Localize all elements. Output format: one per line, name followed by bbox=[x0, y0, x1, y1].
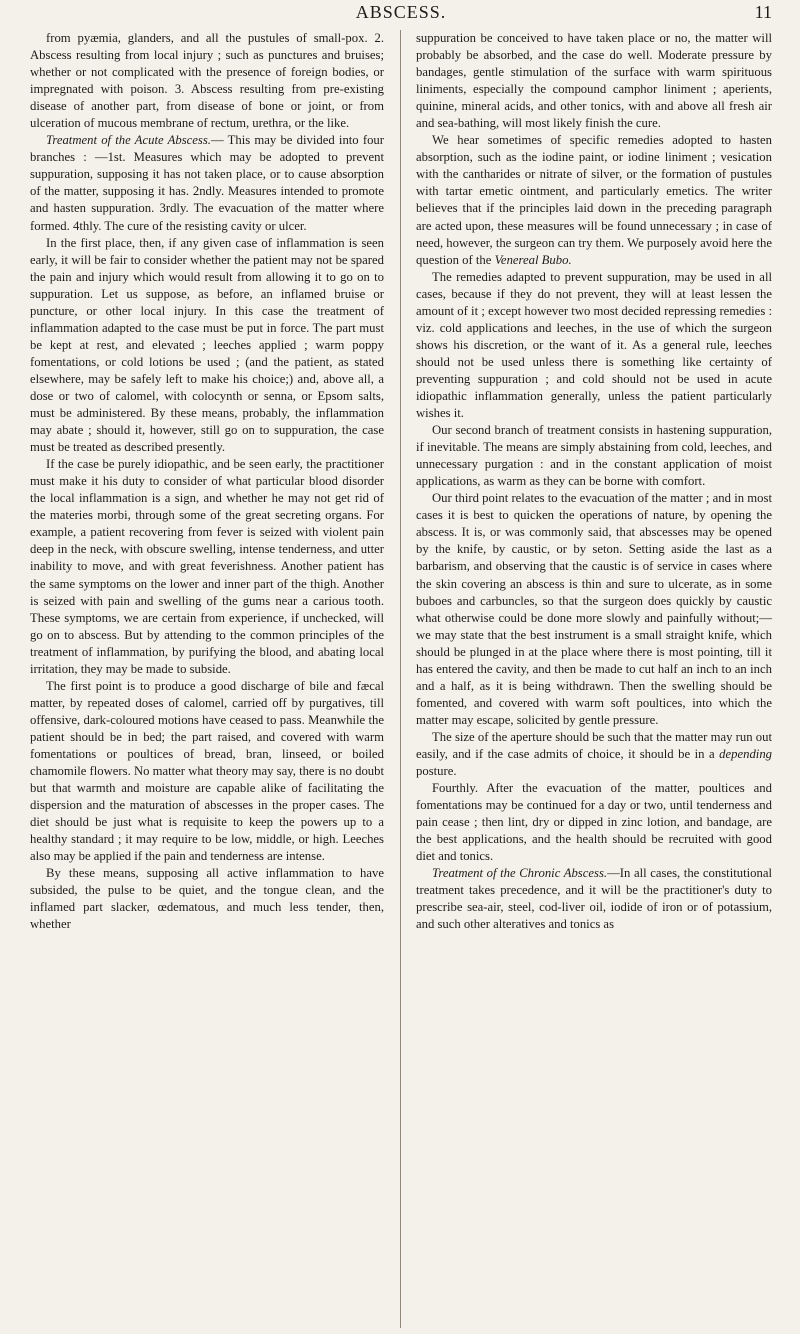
paragraph bbox=[30, 132, 384, 234]
paragraph bbox=[416, 422, 772, 490]
paragraph-text: The size of the aperture should be such that the matter may run out easily, and if the case admits of choice, it should be in a bbox=[416, 729, 772, 761]
paragraph bbox=[416, 269, 772, 422]
left-column bbox=[30, 30, 384, 933]
paragraph-text: — This may be divided into four branches : —1st. Measures which may be adopted to prevent suppuration, supposing it has not taken place, or to cause absorption of the matter, supposing it has. 2ndly. Measures intended to promote and hasten suppuration. 3rdly. The evacuation of the matter where formed. 4thly. The cure of the resisting cavity or ulcer. bbox=[30, 133, 384, 233]
running-head bbox=[30, 2, 772, 26]
paragraph bbox=[416, 780, 772, 865]
paragraph-text: Our third point relates to the evacuation of the matter ; and in most cases it is best to quicken the operations of nature, by opening the abscess. It is, or was commonly said, that abscesses may be opened by the knife, by caustic, or by seton. Setting aside the last as a barbarism, and observing that the caustic is of service in cases where the skin covering an abscess is thin and sure to ulcerate, as in some buboes and carbuncles, so that the surgeon does quickly by caustic what otherwise could be done more slowly and painfully without;—we may state that the best instrument is a small straight knife, which should be plunged in at the place where there is most pointing, till it has entered the cavity, and then be made to cut half an inch to an inch and a half, as it is being withdrawn. Then the swelling should be fomented, and covered with warm soft poultices, into which the matter may escape, solicited by gentle pressure. bbox=[416, 491, 772, 727]
paragraph-text: The first point is to produce a good discharge of bile and fæcal matter, by repeated doses of calomel, carried off by purgatives, till offensive, dark-coloured motions have ceased to pass. Meanwhile the patient should be in bed; the part raised, and covered with warm fomentations or poultices of bread, bran, linseed, or boiled chamomile flowers. No matter what theory may say, there is no doubt but that warmth and moisture are capable alike of facilitating the dispersion and the maturation of abscesses in the proper cases. The diet should be just what is requisite to keep the powers up to a healthy standard ; it may require to be low, middle, or high. Leeches also may be applied if the pain and tenderness are intense. bbox=[30, 678, 384, 864]
section-heading: Treatment of the Chronic Abscess. bbox=[432, 866, 608, 881]
paragraph bbox=[416, 729, 772, 780]
section-heading: Treatment of the Acute Abscess. bbox=[46, 133, 211, 148]
page-number: 11 bbox=[754, 2, 772, 22]
paragraph-text: We hear sometimes of specific remedies adopted to hasten absorption, such as the iodine paint, or iodine liniment ; vesication with the cantharides or nitrate of silver, or the formation of pustules with tartar emetic ointment, and particularly emetics. The writer believes that if the principles laid down in the preceding paragraph are acted upon, these measures will be found unnecessary ; in case of need, however, the surgeon can try them. We purposely avoid here the question of the bbox=[416, 133, 772, 267]
paragraph bbox=[416, 490, 772, 729]
paragraph bbox=[30, 678, 384, 866]
paragraph bbox=[30, 456, 384, 678]
paragraph-text: posture. bbox=[416, 764, 457, 779]
paragraph bbox=[416, 132, 772, 268]
paragraph bbox=[30, 30, 384, 132]
paragraph-text: By these means, supposing all active inflammation to have subsided, the pulse to be quiet, and the tongue clean, and the inflamed part slacker, œdematous, and much less tender, then, whether bbox=[30, 866, 384, 932]
paragraph-text: If the case be purely idiopathic, and be seen early, the practitioner must make it his duty to consider of what particular blood disorder the local inflammation is a sign, and whether he may not get rid of the materies morbi, through some of the great secreting organs. For example, a patient recovering from fever is seized with violent pain deep in the neck, with obscure swelling, intense tenderness, and utter inability to move, and with great feverishness. Another patient has the same symptoms on the lower and inner part of the thigh. Another is seized with pain and swelling of the gums near a carious tooth. These symptoms, we are certain from experience, if unchecked, will go on to abscess. But by attending to the common principles of the treatment of inflammation, by purifying the blood, and abating local irritation, they may be made to subside. bbox=[30, 457, 384, 676]
page-title: ABSCESS. bbox=[355, 2, 447, 22]
paragraph-text: In the first place, then, if any given case of inflammation is seen early, it will be fair to consider whether the patient may not be spared the pain and injury which would result from allowing it to go on to suppuration. Let us suppose, as before, an inflamed bruise or puncture, or other local injury. In this case the treatment of inflammation adapted to the case must be put in force. The part must be kept at rest, and elevated ; leeches applied ; warm poppy fomentations, or cold lotions be used ; (and the patient, as stated elsewhere, may be safely left to make his choice;) and, above all, a dose or two of calomel, with colocynth or senna, or Epsom salts, must be administered. By these means, probably, the inflammation may abate ; should it, however, still go on to suppuration, the case must be treated as described presently. bbox=[30, 235, 384, 455]
paragraph-text: Our second branch of treatment consists in hastening suppuration, if inevitable. The means are simply abstaining from cold, leeches, and unnecessary purgation : and in the constant application of moist applications, as warm as they can be borne with comfort. bbox=[416, 423, 772, 489]
paragraph-text: —In all cases, the constitutional treatment takes precedence, and it will be the practitioner's duty to prescribe sea-air, steel, cod-liver oil, iodide of iron or of potassium, and such other alteratives and tonics as bbox=[416, 866, 772, 932]
paragraph-text: The remedies adapted to prevent suppuration, may be used in all cases, because if they do not prevent, they will at least lessen the amount of it ; except however two most decided repressing remedies : viz. cold applications and leeches, in the use of which the surgeon shows his discretion, or the want of it. As a general rule, leeches should not be used unless there is something like certainty of preventing suppuration ; and cold should not be used in acute idiopathic inflammation generally, unless the patient particularly wishes it. bbox=[416, 269, 772, 421]
paragraph-text: from pyæmia, glanders, and all the pustules of small-pox. 2. Abscess resulting from local injury ; such as punctures and bruises; whether or not complicated with the presence of foreign bodies, or impregnated with poison. 3. Abscess resulting from pre-existing disease of another part, from disease of bone or joint, or from ulceration of mucous membrane of rectum, urethra, or the like. bbox=[30, 31, 384, 131]
paragraph-text: suppuration be conceived to have taken place or no, the matter will probably be absorbed, and the case do well. Moderate pressure by bandages, gentle stimulation of the surface with warm spirituous liniments, especially the compound camphor liniment ; aperients, quinine, mineral acids, and other tonics, with and above all fresh air and sea-bathing, will most likely finish the cure. bbox=[416, 31, 772, 131]
paragraph bbox=[416, 865, 772, 933]
column-divider bbox=[400, 30, 401, 1328]
right-column bbox=[416, 30, 772, 933]
paragraph bbox=[30, 865, 384, 933]
paragraph-text: Fourthly. After the evacuation of the matter, poultices and fomentations may be continued for a day or two, until tenderness and pain cease ; then lint, dry or dipped in zinc lotion, and bandage, are the best applications, and the health should be recruited with good diet and tonics. bbox=[416, 781, 772, 864]
emphasis: Venereal Bubo. bbox=[494, 252, 572, 267]
paragraph bbox=[30, 235, 384, 457]
emphasis: depending bbox=[719, 746, 773, 761]
paragraph bbox=[416, 30, 772, 132]
